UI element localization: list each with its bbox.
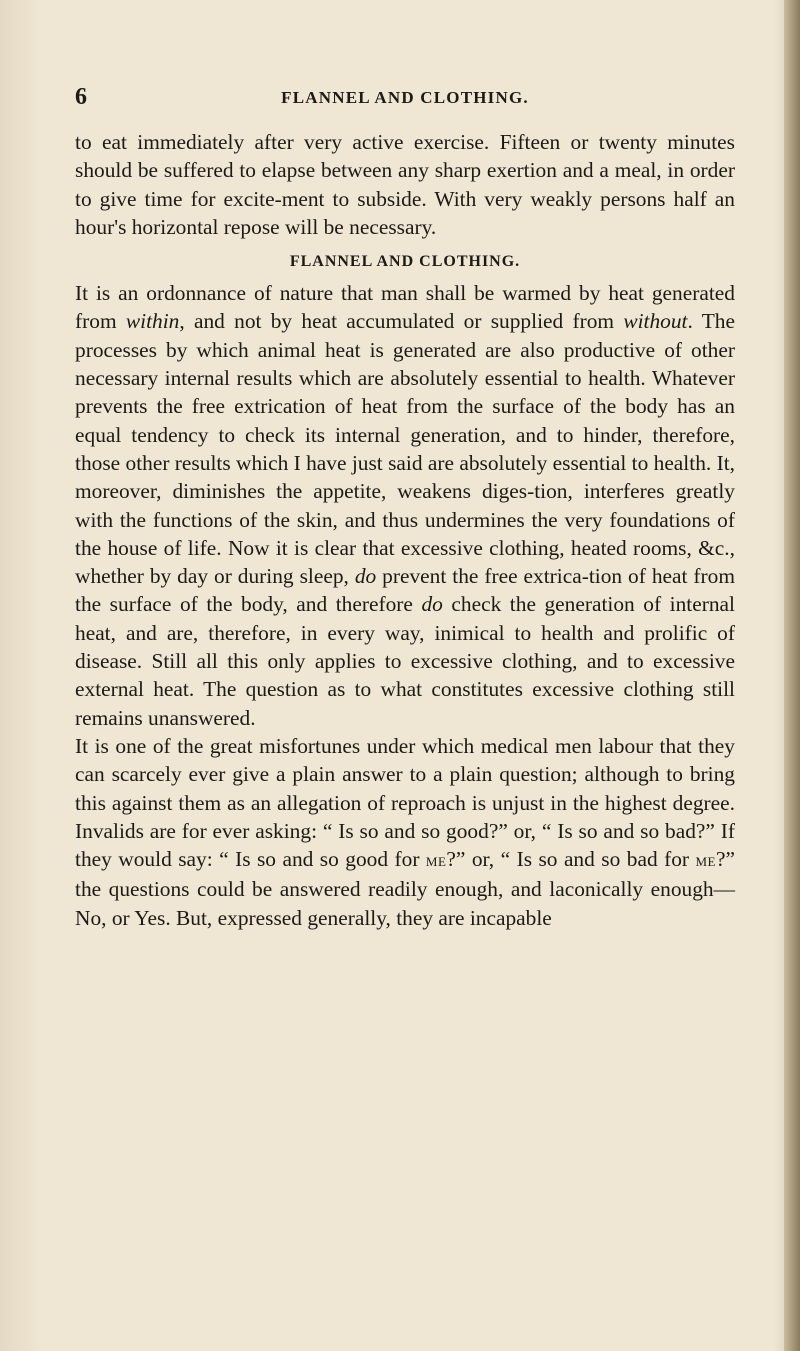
paragraph-2 xyxy=(75,279,735,732)
paragraph-2-italic-without: without xyxy=(623,309,688,334)
section-heading: FLANNEL AND CLOTHING. xyxy=(289,253,521,271)
paragraph-2-text-e: . The processes by which animal heat is generated are also productive of other necessary internal results which are absolutely essential to health. Whatever prevents the free extrication of heat from the surface of the body has an equal tendency to check its internal generation, and to hinder, therefore, those other results which I have just said are absolutely essential to health. It, moreover, diminishes the appetite, weakens diges-tion, interferes greatly with the functions of the skin, and thus undermines the very foundations of the house of life. Now it is clear that excessive clothing, heated rooms, &c., whether by day or during sleep, xyxy=(75,309,735,589)
paragraph-3-smallcaps-me-1: me xyxy=(425,850,447,872)
paragraph-2-text-c: , and not by heat accumulated or supplied from xyxy=(179,309,624,334)
page-edge-shadow xyxy=(784,0,800,1351)
paragraph-2-text-i: check the generation of internal heat, and are, therefore, in every way, inimical to health and prolific of disease. Still all this only applies to excessive clothing, and to excessive external heat. The question as to what constitutes excessive clothing still remains unanswered. xyxy=(75,592,735,730)
paragraph-3-text-a: It is one of the great misfortunes under which medical men labour that they can scarcely ever give a plain answer to a plain question; although to bring this against them as an allegation of reproach is unjust in the highest degree. Invalids are for ever asking: “ Is so and so good?” or, “ Is so and so bad?” If they would say: “ Is so and so good for xyxy=(75,733,735,872)
page-number: 6 xyxy=(75,84,87,110)
body-text xyxy=(75,128,735,932)
running-head: FLANNEL AND CLOTHING. xyxy=(281,88,529,107)
paragraph-3-text-c: ?” or, “ Is so and so bad for xyxy=(446,847,696,872)
paragraph-2-italic-do-1: do xyxy=(354,564,377,589)
paragraph-2-text-g: prevent the free extrica-tion of heat from the surface of the body, and therefore xyxy=(75,564,735,617)
paragraph-1: to eat immediately after very active exercise. Fifteen or twenty minutes should be suffered to elapse between any sharp exertion and a meal, in order to give time for excite-ment to subside. With very weakly persons half an hour's horizontal repose will be necessary. xyxy=(75,130,735,239)
paragraph-3-text-e: ?” the questions could be answered readily enough, and laconically enough—No, or Yes. But, expressed generally, they are incapable xyxy=(75,847,735,930)
paragraph-2-text-a: It is an ordonnance of nature that man shall be warmed by heat generated from xyxy=(75,281,735,334)
paragraph-2-italic-within: within xyxy=(125,309,180,334)
paragraph-3-smallcaps-me-2: me xyxy=(695,850,716,872)
paragraph-3 xyxy=(75,732,735,932)
page-header xyxy=(75,84,735,114)
paragraph-2-italic-do-2: do xyxy=(421,592,443,617)
